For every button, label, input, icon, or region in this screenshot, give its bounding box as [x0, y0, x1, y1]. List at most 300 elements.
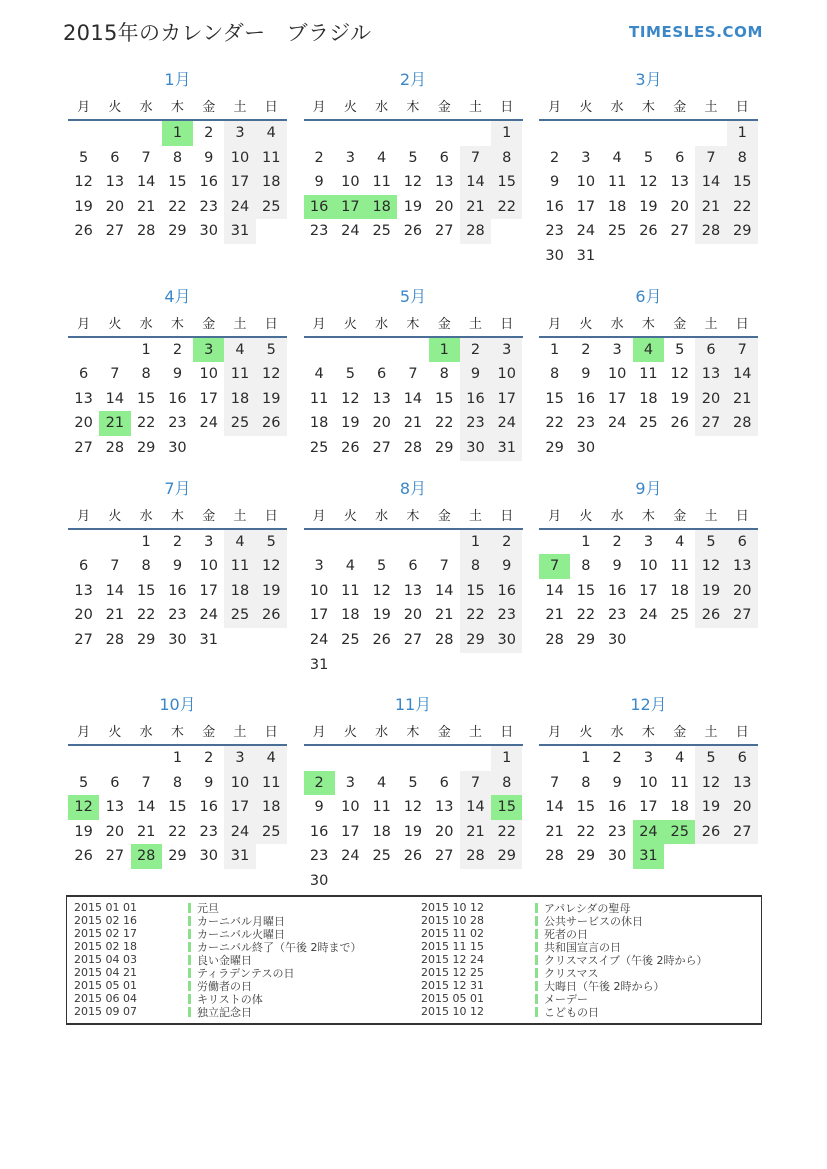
- day-cell: 8: [141, 366, 151, 383]
- day-cell: 30: [491, 628, 522, 653]
- day-cell: 31: [309, 656, 329, 673]
- weekday-header-row: [539, 313, 758, 338]
- weekday-label: 土: [704, 100, 718, 115]
- day-cell: 23: [199, 823, 218, 840]
- legend-entry: [414, 1005, 761, 1018]
- day-cell: 21: [434, 607, 454, 624]
- legend-entry-label: 労働者の日: [197, 979, 252, 993]
- weekday-label: 土: [233, 508, 247, 524]
- day-cell: 24: [491, 411, 522, 436]
- day-cell: 8: [550, 366, 560, 383]
- day-cell: 8: [491, 771, 522, 796]
- week-row: [68, 219, 287, 244]
- day-cell: 19: [670, 390, 689, 407]
- day-cell: 18: [341, 607, 360, 624]
- legend-entry-date: 2015 02 18: [74, 940, 137, 953]
- day-cell: 3: [581, 149, 591, 166]
- day-cell-empty: [366, 746, 397, 771]
- day-cell: 12: [341, 390, 360, 407]
- day-cell: 12: [372, 582, 391, 599]
- legend-entry-label: メーデー: [544, 992, 588, 1006]
- day-cell: 9: [172, 558, 183, 575]
- weekday-label: 月: [77, 725, 91, 741]
- weekday-label: 月: [77, 100, 91, 115]
- day-cell: 6: [439, 149, 449, 166]
- day-cell: 28: [727, 411, 758, 436]
- day-cell-empty: [695, 844, 726, 869]
- day-cell-empty: [695, 628, 726, 653]
- day-cell-empty: [460, 653, 491, 678]
- weekday-label: 金: [202, 316, 216, 332]
- day-cell: 28: [105, 631, 125, 648]
- weekday-header-row: [539, 505, 758, 530]
- day-cell: 30: [545, 247, 564, 264]
- day-cell: 2: [204, 125, 214, 141]
- day-cell: 2: [172, 533, 183, 550]
- day-cell: 19: [74, 823, 93, 840]
- day-cell: 18: [309, 415, 329, 432]
- month-title-march: 3月: [635, 70, 662, 89]
- day-cell: 17: [335, 195, 366, 220]
- day-cell-empty: [539, 530, 570, 555]
- day-cell-empty: [539, 746, 570, 771]
- day-cell-empty: [602, 244, 633, 269]
- day-cell: 10: [199, 558, 218, 575]
- weekday-label: 日: [735, 725, 749, 741]
- weekday-label: 日: [264, 725, 278, 741]
- day-cell-empty: [633, 436, 664, 461]
- legend-entry-label: 良い金曜日: [197, 953, 252, 967]
- day-cell: 21: [136, 823, 156, 840]
- month-july: [68, 479, 287, 653]
- weekday-label: 月: [77, 508, 91, 524]
- day-cell: 2: [172, 341, 183, 358]
- day-cell: 9: [314, 174, 324, 191]
- day-cell: 18: [366, 195, 397, 220]
- legend-entry-label: カーニバル火曜日: [197, 927, 285, 941]
- day-cell: 25: [372, 223, 391, 240]
- weekday-label: 月: [312, 725, 326, 741]
- day-cell-empty: [366, 653, 397, 678]
- day-cell: 22: [576, 823, 596, 840]
- day-cell: 31: [576, 247, 596, 264]
- week-row: [68, 530, 287, 555]
- day-cell-empty: [429, 746, 460, 771]
- day-cell: 30: [199, 848, 218, 865]
- day-cell: 25: [309, 439, 329, 456]
- day-cell: 13: [105, 799, 125, 816]
- day-cell: 26: [695, 820, 726, 845]
- day-cell: 17: [309, 607, 329, 624]
- day-cell: 29: [434, 439, 454, 456]
- day-cell: 31: [199, 631, 218, 648]
- weekday-header-row: [68, 313, 287, 338]
- day-cell: 6: [727, 530, 758, 555]
- day-cell: 16: [491, 579, 522, 604]
- day-cell: 14: [136, 799, 156, 816]
- weekday-label: 月: [548, 725, 562, 741]
- day-cell: 22: [491, 820, 522, 845]
- weekday-label: 月: [548, 508, 562, 524]
- months-grid: [68, 70, 758, 894]
- day-cell: 16: [576, 390, 596, 407]
- day-cell: 31: [224, 219, 255, 244]
- day-cell: 8: [491, 146, 522, 171]
- day-cell: 1: [172, 750, 183, 767]
- day-cell: 9: [612, 558, 622, 575]
- day-cell: 23: [491, 603, 522, 628]
- legend-entry-date: 2015 05 01: [421, 992, 484, 1005]
- day-cell: 5: [643, 149, 654, 166]
- weekday-label: 火: [343, 316, 357, 332]
- legend-entry-date: 2015 10 12: [421, 1005, 484, 1018]
- day-cell: 24: [224, 195, 255, 220]
- day-cell-empty: [491, 653, 522, 678]
- month-december: [539, 695, 758, 869]
- day-cell-empty: [602, 436, 633, 461]
- day-cell: 16: [168, 582, 187, 599]
- day-cell: 13: [434, 799, 454, 816]
- day-cell: 6: [110, 774, 120, 791]
- legend-entry-date: 2015 06 04: [74, 992, 137, 1005]
- weekday-label: 金: [202, 508, 216, 524]
- week-row: [539, 146, 758, 171]
- week-row: [68, 746, 287, 771]
- day-cell: 15: [576, 799, 596, 816]
- day-cell: 17: [224, 795, 255, 820]
- day-cell: 8: [581, 558, 591, 575]
- day-cell-empty: [335, 653, 366, 678]
- week-row: [68, 146, 287, 171]
- day-cell: 4: [675, 533, 685, 550]
- weekday-label: 金: [437, 725, 451, 741]
- day-cell: 31: [224, 844, 255, 869]
- day-cell-empty: [366, 530, 397, 555]
- weekday-label: 土: [468, 316, 482, 332]
- day-cell: 6: [675, 149, 685, 166]
- legend-entry-label: 独立記念日: [197, 1005, 252, 1019]
- day-cell: 15: [727, 170, 758, 195]
- day-cell: 28: [460, 219, 491, 244]
- weekday-header-row: [539, 96, 758, 121]
- week-row: [304, 146, 523, 171]
- day-cell: 11: [256, 146, 287, 171]
- legend-entry-label: アパレシダの聖母: [544, 901, 631, 915]
- day-cell: 7: [439, 558, 449, 575]
- day-cell: 21: [460, 195, 491, 220]
- day-cell: 1: [162, 121, 193, 146]
- day-cell: 7: [460, 146, 491, 171]
- day-cell: 27: [727, 820, 758, 845]
- day-cell: 23: [309, 223, 329, 240]
- day-cell: 6: [439, 774, 449, 791]
- day-cell: 6: [79, 366, 89, 383]
- day-cell: 16: [460, 387, 491, 412]
- day-cell: 8: [172, 149, 183, 166]
- day-cell: 27: [74, 439, 93, 456]
- day-cell: 2: [612, 533, 622, 550]
- day-cell: 30: [460, 436, 491, 461]
- day-cell: 10: [576, 174, 596, 191]
- day-cell: 12: [256, 554, 287, 579]
- holiday-marker-bar: [535, 942, 538, 952]
- day-cell: 27: [695, 411, 726, 436]
- day-cell: 2: [304, 771, 335, 796]
- day-cell: 24: [633, 820, 664, 845]
- legend-column-2: [414, 901, 761, 1018]
- day-cell: 28: [695, 219, 726, 244]
- weekday-label: 日: [735, 508, 749, 524]
- weekday-label: 金: [673, 316, 687, 332]
- week-row: [304, 338, 523, 363]
- day-cell: 18: [256, 795, 287, 820]
- day-cell: 25: [607, 223, 627, 240]
- day-cell: 5: [345, 366, 356, 383]
- day-cell: 13: [434, 174, 454, 191]
- day-cell: 16: [199, 174, 218, 191]
- day-cell: 1: [491, 121, 522, 146]
- day-cell: 17: [607, 390, 627, 407]
- site-logo-link[interactable]: TIMESLES.COM: [629, 23, 763, 41]
- day-cell: 10: [341, 799, 360, 816]
- week-row: [539, 121, 758, 146]
- weekday-label: 水: [375, 100, 389, 115]
- week-row: [539, 387, 758, 412]
- month-title-february: 2月: [399, 70, 427, 89]
- day-cell: 4: [612, 149, 622, 166]
- day-cell-empty: [256, 219, 287, 244]
- day-cell: 11: [309, 390, 329, 407]
- day-cell: 6: [695, 338, 726, 363]
- legend-entry-date: 2015 09 07: [74, 1005, 137, 1018]
- day-cell: 12: [403, 174, 423, 191]
- weekday-label: 日: [264, 100, 278, 115]
- weekday-label: 火: [343, 100, 357, 115]
- day-cell: 24: [199, 607, 218, 624]
- legend-entry-date: 2015 11 02: [421, 927, 484, 940]
- day-cell: 16: [309, 823, 329, 840]
- holiday-marker-bar: [535, 929, 538, 939]
- month-title-august: 8月: [399, 478, 427, 498]
- week-row: [539, 746, 758, 771]
- day-cell: 21: [105, 607, 125, 624]
- week-row: [304, 795, 523, 820]
- week-row: [68, 795, 287, 820]
- day-cell: 9: [204, 774, 214, 791]
- day-cell: 9: [612, 774, 622, 791]
- weekday-label: 日: [500, 100, 514, 115]
- day-cell-empty: [397, 338, 428, 363]
- day-cell: 11: [372, 174, 391, 191]
- day-cell: 30: [309, 873, 329, 890]
- day-cell: 14: [105, 582, 125, 599]
- day-cell: 27: [372, 439, 391, 456]
- day-cell-empty: [366, 869, 397, 894]
- day-cell: 24: [576, 223, 596, 240]
- day-cell: 17: [341, 823, 360, 840]
- day-cell: 28: [545, 631, 564, 648]
- day-cell: 20: [695, 387, 726, 412]
- day-cell: 4: [314, 366, 324, 383]
- day-cell: 25: [341, 631, 360, 648]
- weekday-label: 月: [77, 316, 91, 332]
- day-cell: 12: [670, 366, 689, 383]
- day-cell: 29: [168, 223, 187, 240]
- day-cell: 26: [670, 415, 689, 432]
- week-row: [539, 628, 758, 653]
- legend-entry-label: こどもの日: [544, 1005, 599, 1019]
- weekday-label: 日: [735, 316, 749, 332]
- day-cell: 13: [695, 362, 726, 387]
- day-cell: 15: [545, 390, 564, 407]
- weekday-label: 土: [468, 100, 482, 115]
- day-cell: 26: [256, 411, 287, 436]
- day-cell: 11: [670, 558, 689, 575]
- week-row: [304, 746, 523, 771]
- day-cell: 12: [74, 174, 93, 191]
- day-cell-empty: [397, 869, 428, 894]
- day-cell-empty: [727, 436, 758, 461]
- week-row: [68, 554, 287, 579]
- day-cell: 20: [434, 823, 454, 840]
- weekday-label: 日: [735, 100, 749, 115]
- weekday-label: 水: [610, 100, 624, 115]
- weekday-label: 金: [202, 725, 216, 741]
- day-cell-empty: [335, 121, 366, 146]
- day-cell: 10: [199, 366, 218, 383]
- day-cell: 21: [545, 607, 564, 624]
- day-cell: 3: [314, 558, 324, 575]
- day-cell: 23: [309, 848, 329, 865]
- legend-column-1: [67, 901, 414, 1018]
- weekday-label: 水: [139, 316, 153, 332]
- weekday-label: 水: [139, 508, 153, 524]
- legend-entry-date: 2015 10 12: [421, 901, 484, 914]
- day-cell-empty: [695, 436, 726, 461]
- weekday-header-row: [304, 505, 523, 530]
- day-cell: 28: [136, 223, 156, 240]
- day-cell: 6: [408, 558, 418, 575]
- day-cell: 13: [74, 390, 93, 407]
- day-cell: 4: [256, 121, 287, 146]
- day-cell-empty: [695, 121, 726, 146]
- month-title-december: 12月: [630, 695, 667, 715]
- weekday-header-row: [539, 721, 758, 746]
- weekday-label: 金: [437, 100, 451, 115]
- day-cell: 24: [341, 848, 360, 865]
- month-may: [304, 287, 523, 461]
- day-cell: 12: [695, 771, 726, 796]
- holiday-marker-bar: [188, 916, 191, 926]
- day-cell: 29: [136, 631, 156, 648]
- day-cell: 22: [136, 607, 156, 624]
- day-cell: 21: [460, 820, 491, 845]
- weekday-label: 火: [108, 725, 122, 741]
- day-cell: 15: [168, 174, 187, 191]
- day-cell: 21: [403, 415, 423, 432]
- day-cell-empty: [602, 121, 633, 146]
- day-cell: 25: [256, 820, 287, 845]
- week-row: [68, 387, 287, 412]
- holiday-marker-bar: [188, 955, 191, 965]
- day-cell: 5: [377, 558, 387, 575]
- weekday-header-row: [68, 96, 287, 121]
- day-cell: 13: [403, 582, 423, 599]
- week-row: [539, 338, 758, 363]
- day-cell: 26: [639, 223, 658, 240]
- day-cell-empty: [397, 121, 428, 146]
- day-cell: 18: [670, 799, 689, 816]
- week-row: [68, 338, 287, 363]
- day-cell: 9: [491, 554, 522, 579]
- day-cell-empty: [304, 121, 335, 146]
- day-cell-empty: [256, 844, 287, 869]
- week-row: [539, 244, 758, 269]
- day-cell-empty: [304, 530, 335, 555]
- day-cell: 22: [168, 198, 187, 215]
- day-cell: 29: [491, 844, 522, 869]
- day-cell: 6: [727, 746, 758, 771]
- day-cell: 23: [199, 198, 218, 215]
- day-cell-empty: [491, 219, 522, 244]
- legend-entry-date: 2015 10 28: [421, 914, 484, 927]
- day-cell: 16: [199, 799, 218, 816]
- legend-entry-date: 2015 12 25: [421, 966, 484, 979]
- holiday-marker-bar: [188, 968, 191, 978]
- day-cell: 9: [204, 149, 214, 166]
- day-cell: 14: [434, 582, 454, 599]
- day-cell: 1: [727, 121, 758, 146]
- day-cell: 22: [576, 607, 596, 624]
- day-cell: 11: [372, 799, 391, 816]
- day-cell: 20: [403, 607, 423, 624]
- week-row: [539, 795, 758, 820]
- day-cell: 11: [670, 774, 689, 791]
- weekday-label: 水: [375, 316, 389, 332]
- week-row: [68, 844, 287, 869]
- day-cell: 7: [141, 774, 151, 791]
- day-cell-empty: [224, 628, 255, 653]
- day-cell: 2: [612, 750, 622, 767]
- week-row: [68, 121, 287, 146]
- day-cell: 29: [460, 628, 491, 653]
- day-cell: 1: [141, 341, 151, 358]
- day-cell: 13: [105, 174, 125, 191]
- day-cell: 4: [633, 338, 664, 363]
- month-february: [304, 70, 523, 244]
- day-cell: 23: [545, 223, 564, 240]
- month-title-october: 10月: [159, 695, 196, 715]
- day-cell: 24: [607, 415, 627, 432]
- day-cell-empty: [664, 844, 695, 869]
- day-cell: 24: [199, 415, 218, 432]
- weekday-label: 木: [641, 725, 655, 741]
- day-cell-empty: [256, 436, 287, 461]
- day-cell: 8: [141, 558, 151, 575]
- day-cell: 26: [256, 603, 287, 628]
- day-cell: 14: [105, 390, 125, 407]
- day-cell: 5: [256, 530, 287, 555]
- day-cell: 14: [460, 795, 491, 820]
- day-cell: 4: [224, 338, 255, 363]
- day-cell: 3: [643, 750, 654, 767]
- weekday-label: 土: [233, 725, 247, 741]
- day-cell: 28: [131, 844, 162, 869]
- weekday-header-row: [68, 505, 287, 530]
- day-cell: 2: [460, 338, 491, 363]
- holiday-marker-bar: [188, 1007, 191, 1017]
- day-cell: 27: [403, 631, 423, 648]
